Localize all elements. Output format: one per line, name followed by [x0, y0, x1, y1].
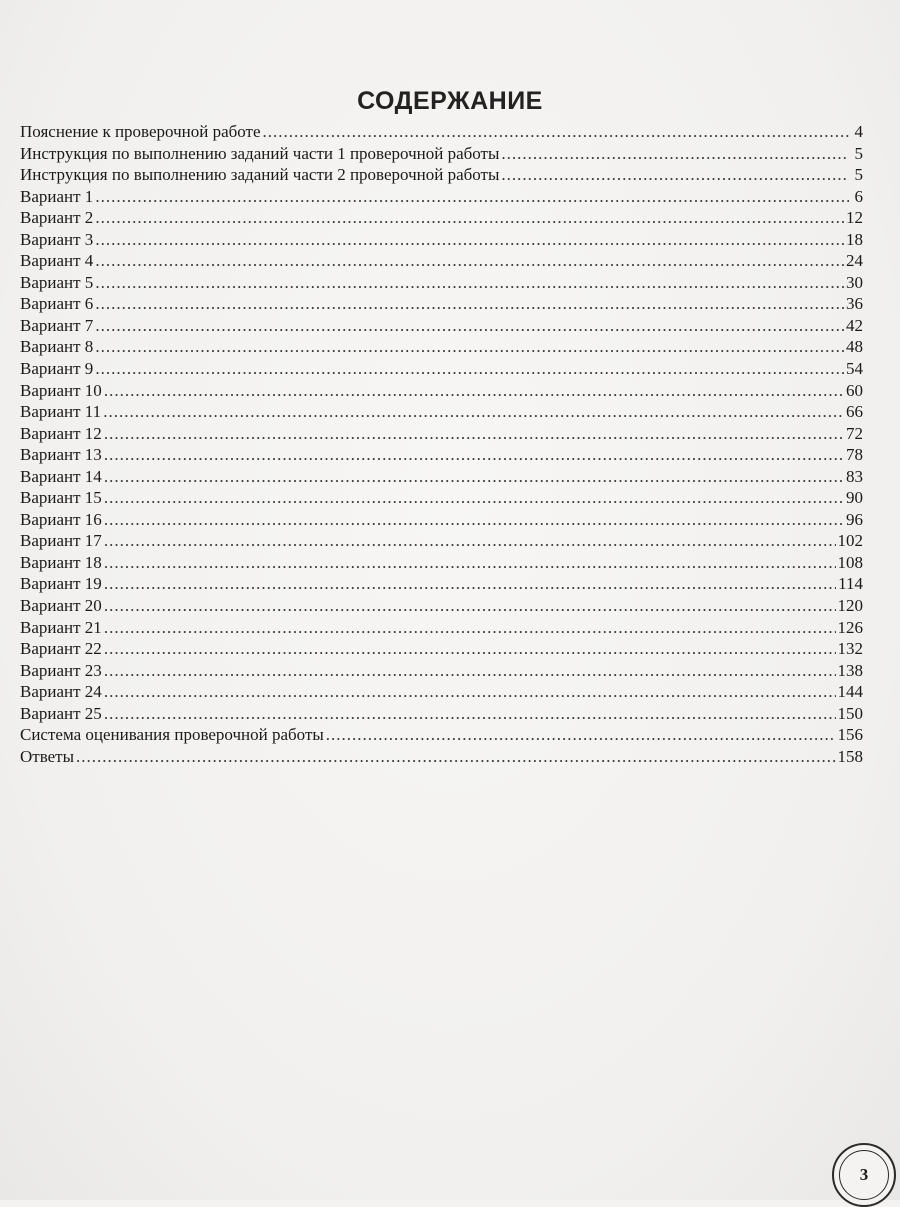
dot-leader [104, 617, 836, 639]
toc-entry-label: Вариант 21 [20, 617, 102, 637]
toc-entry-label: Вариант 15 [20, 488, 102, 508]
dot-leader [104, 444, 844, 466]
dot-leader [501, 143, 849, 165]
toc-entry [20, 293, 863, 315]
toc-entry-page: 132 [837, 639, 863, 659]
dot-leader [95, 293, 844, 315]
dot-leader [104, 660, 836, 682]
toc-entry [20, 143, 863, 165]
toc-entry [20, 573, 863, 595]
toc-entry [20, 380, 863, 402]
toc-entry-page: 96 [846, 509, 863, 529]
dot-leader [104, 638, 836, 660]
toc-entry-label: Вариант 20 [20, 596, 102, 616]
toc-entry-label: Вариант 3 [20, 229, 94, 249]
toc-entry [20, 681, 863, 703]
toc-entry [20, 164, 863, 186]
toc-entry [20, 660, 863, 682]
toc-entry-label: Вариант 13 [20, 445, 102, 465]
toc-entry-page: 5 [854, 165, 863, 185]
toc-entry-page: 156 [837, 725, 863, 745]
toc-entry-page: 114 [838, 574, 863, 594]
toc-entry-page: 83 [846, 466, 863, 486]
dot-leader [104, 380, 844, 402]
toc-entry-label: Вариант 18 [20, 552, 102, 572]
dot-leader [95, 229, 844, 251]
toc-entry-label: Вариант 25 [20, 703, 102, 723]
toc-entry [20, 466, 863, 488]
toc-entry-label: Вариант 7 [20, 315, 94, 335]
toc-entry-label: Вариант 1 [20, 186, 94, 206]
toc-entry [20, 444, 863, 466]
toc-entry-label: Вариант 8 [20, 337, 94, 357]
dot-leader [103, 401, 844, 423]
toc-entry-label: Ответы [20, 746, 75, 766]
toc-entry [20, 229, 863, 251]
toc-entry-label: Пояснение к проверочной работе [20, 122, 261, 141]
toc-entry-page: 30 [846, 272, 863, 292]
toc-entry-page: 158 [837, 746, 863, 766]
toc-entry [20, 272, 863, 294]
toc-entry-label: Вариант 6 [20, 294, 94, 314]
toc-entry-label: Вариант 23 [20, 660, 102, 680]
toc-entry-label: Вариант 17 [20, 531, 102, 551]
toc-entry-label: Вариант 9 [20, 359, 94, 379]
toc-entry-page: 48 [846, 337, 863, 357]
toc-entry [20, 746, 863, 768]
page-number: 3 [839, 1150, 889, 1200]
toc-entry-page: 60 [846, 380, 863, 400]
toc-entry-page: 150 [837, 703, 863, 723]
toc-entry-label: Инструкция по выполнению заданий части 1 проверочной работы [20, 143, 500, 163]
toc-entry-page: 54 [846, 359, 863, 379]
toc-entry [20, 595, 863, 617]
toc-entry-page: 4 [854, 122, 863, 141]
toc-entry-page: 126 [837, 617, 863, 637]
dot-leader [76, 746, 835, 768]
toc-entry-page: 78 [846, 445, 863, 465]
dot-leader [104, 466, 844, 488]
dot-leader [104, 423, 844, 445]
toc-entry [20, 487, 863, 509]
toc-entry-page: 42 [846, 315, 863, 335]
dot-leader [95, 250, 844, 272]
dot-leader [95, 336, 844, 358]
toc-entry-label: Вариант 24 [20, 682, 102, 702]
toc-entry-page: 66 [846, 402, 863, 422]
dot-leader [104, 681, 836, 703]
toc-entry [20, 638, 863, 660]
toc-entry-label: Вариант 12 [20, 423, 102, 443]
toc-entry-page: 36 [846, 294, 863, 314]
toc-entry-page: 24 [846, 251, 863, 271]
toc-entry-label: Вариант 10 [20, 380, 102, 400]
toc-entry [20, 250, 863, 272]
toc-entry [20, 207, 863, 229]
toc-entry [20, 703, 863, 725]
toc-entry [20, 423, 863, 445]
toc-entry-page: 12 [846, 208, 863, 228]
toc-entry-label: Инструкция по выполнению заданий части 2 проверочной работы [20, 165, 500, 185]
dot-leader [104, 530, 836, 552]
toc-entry-page: 6 [854, 186, 863, 206]
toc-entry-label: Вариант 19 [20, 574, 102, 594]
toc-entry [20, 336, 863, 358]
toc-entry-page: 5 [854, 143, 863, 163]
dot-leader [104, 573, 836, 595]
toc-entry [20, 315, 863, 337]
toc-entry-label: Вариант 4 [20, 251, 94, 271]
toc-entry-page: 138 [837, 660, 863, 680]
table-of-contents [20, 121, 863, 767]
toc-entry-label: Вариант 16 [20, 509, 102, 529]
page-number-badge [832, 1143, 896, 1207]
dot-leader [104, 487, 844, 509]
toc-entry-label: Вариант 5 [20, 272, 94, 292]
dot-leader [104, 703, 836, 725]
toc-entry-label: Вариант 14 [20, 466, 102, 486]
dot-leader [95, 186, 849, 208]
dot-leader [95, 207, 844, 229]
toc-entry-page: 102 [837, 531, 863, 551]
toc-entry [20, 617, 863, 639]
toc-entry [20, 401, 863, 423]
dot-leader [104, 552, 836, 574]
toc-entry-page: 108 [837, 552, 863, 572]
toc-entry-page: 18 [846, 229, 863, 249]
toc-entry-page: 144 [837, 682, 863, 702]
toc-entry-label: Вариант 2 [20, 208, 94, 228]
toc-entry-page: 120 [837, 596, 863, 616]
toc-entry-label: Вариант 11 [20, 402, 102, 422]
toc-entry-page: 72 [846, 423, 863, 443]
dot-leader [326, 724, 836, 746]
page-title: СОДЕРЖАНИЕ [357, 86, 543, 115]
toc-entry [20, 552, 863, 574]
dot-leader [104, 595, 836, 617]
dot-leader [95, 358, 844, 380]
toc-entry-label: Система оценивания проверочной работы [20, 725, 324, 745]
toc-entry-page: 90 [846, 488, 863, 508]
toc-entry-label: Вариант 22 [20, 639, 102, 659]
dot-leader [104, 509, 844, 531]
dot-leader [95, 315, 844, 337]
toc-entry [20, 724, 863, 746]
toc-entry [20, 358, 863, 380]
toc-entry [20, 186, 863, 208]
toc-entry [20, 121, 863, 143]
dot-leader [263, 121, 849, 143]
dot-leader [95, 272, 844, 294]
toc-entry [20, 509, 863, 531]
toc-entry [20, 530, 863, 552]
dot-leader [501, 164, 849, 186]
